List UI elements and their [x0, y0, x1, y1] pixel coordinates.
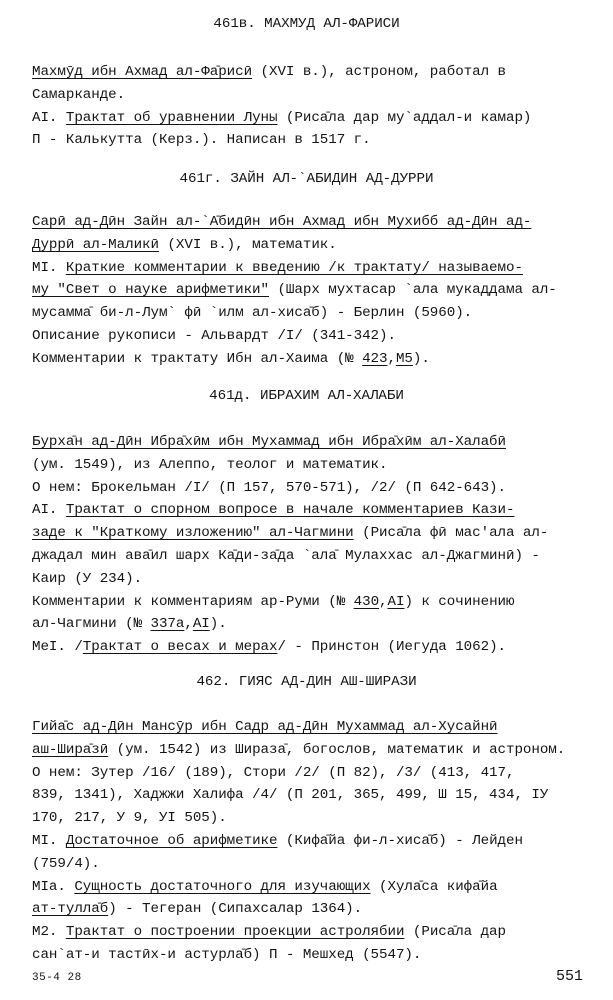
- text-line: [32, 280, 613, 300]
- text-run: Описание рукописи - Альвардт /I/ (341-342).: [32, 328, 396, 344]
- section-heading: 461в. МАХМУД АЛ-ФАРИСИ: [213, 16, 400, 32]
- underlined-title: му "Свет о науке арифметики": [32, 282, 269, 299]
- text-line: [32, 877, 613, 897]
- text-run: M2.: [32, 924, 66, 941]
- underlined-title: заде к "Краткому изложению" ал-Чагмини: [32, 525, 354, 542]
- text-line: [32, 212, 613, 232]
- text-run: (ум. 1549), из Алеппо, теолог и математик.: [32, 456, 388, 473]
- text-line: [32, 455, 613, 475]
- text-run: (Риса̄ла дар му`аддал-и камар): [277, 109, 532, 126]
- text-run: П - Калькутта (Керз.). Написан в 1517 г.: [32, 132, 371, 149]
- text-run: MeI. /: [32, 639, 83, 656]
- text-run: / - Принстон (Иегуда 1062).: [277, 639, 506, 656]
- text-line: [32, 303, 613, 323]
- text-line: [32, 592, 613, 612]
- text-run: мусамма̄ би-л-Лум` фӣ `илм ал-хиса̄б) - Берлин (5960).: [32, 305, 473, 322]
- underlined-title: M5: [395, 350, 413, 367]
- text-run: MI.: [32, 259, 66, 276]
- text-run: (Кифа̄йа фи-л-хиса̄б) - Лейден: [277, 833, 523, 849]
- underlined-title: ат-тулла̄б: [32, 901, 109, 918]
- text-run: Каир (У 234).: [32, 570, 143, 587]
- text-line: [32, 500, 613, 520]
- footer-signature: 35-4 28: [32, 972, 82, 984]
- text-line: [32, 478, 613, 498]
- text-line: [32, 258, 613, 278]
- text-run: MI.: [32, 833, 66, 849]
- underlined-title: Сарӣ ад-Дӣн Зайн ал-`А̄бидӣн ибн Ахмад ибн Мухибб ад-Дӣн ад-: [32, 214, 532, 230]
- text-run: ,: [379, 593, 388, 610]
- text-run: (759/4).: [32, 855, 100, 872]
- text-run: сан`ат-и тастӣх-и астурла̄б) П - Мешхед (5547).: [32, 947, 422, 963]
- text-run: (Риса̄ла фӣ мас'ала ал-: [353, 525, 549, 542]
- section-heading: 461г. ЗАЙН АЛ-`АБИДИН АД-ДУРРИ: [179, 171, 434, 187]
- text-line: [32, 62, 613, 82]
- underlined-title: Трактат о спорном вопросе в начале комментариев Кази-: [65, 502, 515, 519]
- text-run: ,: [387, 350, 396, 367]
- text-line: [32, 831, 613, 851]
- underlined-title: 430: [353, 593, 380, 610]
- text-run: О нем: Зутер /16/ (189), Стори /2/ (П 82), /3/ (413, 417,: [32, 764, 515, 781]
- text-run: 839, 1341), Хаджжи Халифа /4/ (П 201, 365, 499, Ш 15, 434, IУ: [32, 787, 549, 804]
- underlined-title: AI: [387, 593, 405, 610]
- section-heading: 462. ГИЯС АД-ДИН АШ-ШИРАЗИ: [196, 674, 417, 690]
- text-line: [32, 922, 613, 942]
- text-run: ) - Тегеран (Сипахсалар 1364).: [108, 901, 363, 918]
- text-run: (Риса̄ла дар: [404, 924, 506, 941]
- underlined-title: Достаточное об арифметике: [65, 833, 278, 849]
- text-run: Комментарии к трактату Ибн ал-Хаима (№: [32, 350, 363, 367]
- text-line: [32, 785, 613, 805]
- text-run: Самарканде.: [32, 86, 126, 103]
- text-line: [32, 740, 613, 760]
- text-line: [32, 854, 613, 874]
- underlined-title: Трактат о весах и мерах: [82, 639, 278, 656]
- text-line: [32, 569, 613, 589]
- text-run: (ум. 1542) из Шираза̄, богослов, математик и астроном.: [108, 741, 566, 758]
- underlined-title: 423: [362, 350, 388, 367]
- text-run: AI.: [32, 502, 66, 519]
- underlined-title: AI: [192, 616, 210, 633]
- text-line: [32, 130, 613, 150]
- text-run: (Шарх мухтасар `ала мукаддама ал-: [269, 282, 557, 299]
- underlined-title: Дуррӣ ал-Маликӣ: [32, 236, 159, 253]
- page-number: 551: [556, 968, 584, 985]
- text-line: [32, 546, 613, 566]
- text-run: ,: [184, 616, 193, 633]
- text-line: [32, 763, 613, 783]
- text-run: (XVI в.), математик.: [158, 236, 337, 253]
- text-run: О нем: Брокельман /I/ (П 157, 570-571), /2/ (П 642-643).: [32, 479, 506, 496]
- text-run: MIа.: [32, 878, 75, 895]
- underlined-title: Трактат о построении проекции астролябии: [65, 924, 405, 941]
- text-line: [32, 808, 613, 828]
- text-run: AI.: [32, 109, 66, 126]
- underlined-title: Краткие комментарии к введению /к трактату/ называемо-: [65, 259, 523, 276]
- underlined-title: Махмӯд ибн Ахмад ал-Фа̄рисӣ: [32, 64, 253, 80]
- text-line: [32, 349, 613, 369]
- underlined-title: Трактат об уравнении Луны: [65, 109, 278, 126]
- text-run: ).: [209, 616, 227, 633]
- text-line: [32, 108, 613, 128]
- text-line: [32, 637, 613, 657]
- text-line: [32, 523, 613, 543]
- text-run: 170, 217, У 9, УI 505).: [32, 810, 227, 827]
- underlined-title: Сущность достаточного для изучающих: [74, 878, 371, 895]
- text-line: [32, 614, 613, 634]
- text-run: джадал мин ава̄ил шарх Ка̄ди-за̄да `ала̄ Мулаххас ал-Джагминӣ) -: [32, 548, 540, 564]
- underlined-title: 337а: [150, 616, 185, 633]
- text-run: Комментарии к комментариям ар-Руми (№: [32, 593, 354, 610]
- text-run: ал-Чагмини (№: [32, 616, 151, 633]
- text-line: [32, 717, 613, 737]
- text-run: (XVI в.), астроном, работал в: [252, 64, 506, 80]
- text-line: [32, 85, 613, 105]
- section-heading: 461д. ИБРАХИМ АЛ-ХАЛАБИ: [209, 388, 404, 404]
- text-line: [32, 326, 613, 346]
- underlined-title: Бурха̄н ад-Дӣн Ибра̄хӣм ибн Мухаммад ибн Ибра̄хӣм ал-Халабӣ: [32, 434, 506, 450]
- underlined-title: аш-Шира̄зӣ: [32, 741, 109, 758]
- text-run: ) к сочинению: [404, 593, 515, 610]
- text-line: [32, 235, 613, 255]
- text-run: (Хула̄са кифа̄йа: [370, 878, 498, 895]
- text-line: [32, 945, 613, 965]
- text-run: ).: [412, 350, 430, 367]
- text-line: [32, 432, 613, 452]
- underlined-title: Гийа̄с ад-Дӣн Мансӯр ибн Садр ад-Дӣн Мухаммад ал-Хусайнӣ: [32, 719, 498, 735]
- text-line: [32, 899, 613, 919]
